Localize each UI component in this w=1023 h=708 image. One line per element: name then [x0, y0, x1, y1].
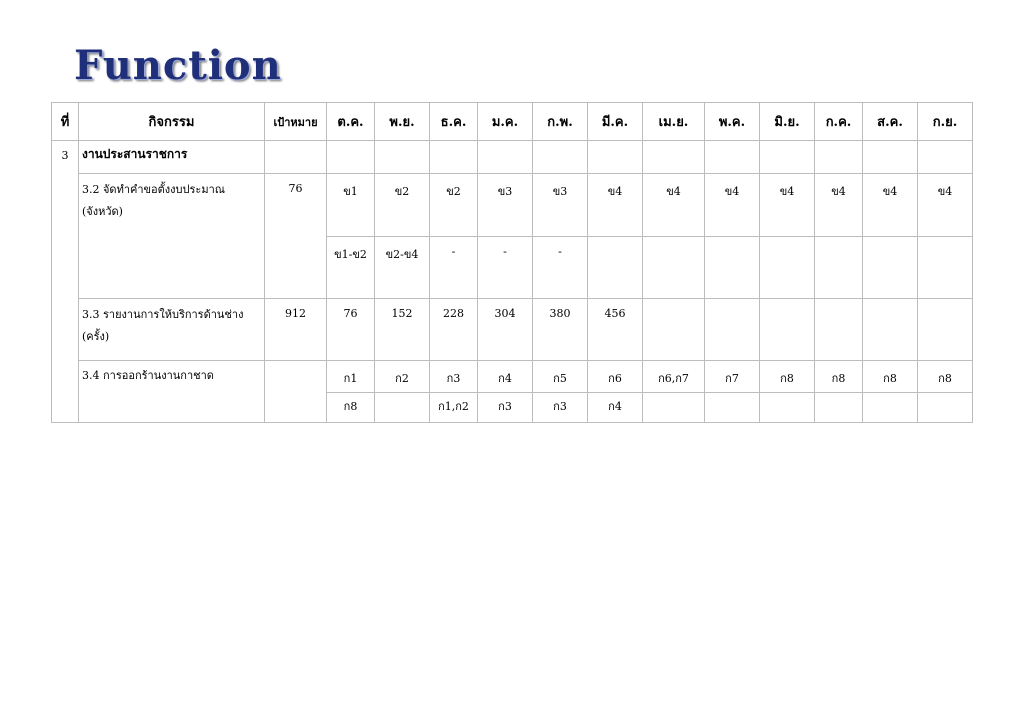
plan-cell — [863, 299, 918, 361]
header-month: มี.ค. — [588, 103, 643, 141]
table-cell — [863, 141, 918, 174]
actual-cell: - — [430, 237, 478, 299]
actual-cell — [588, 237, 643, 299]
table-cell — [265, 141, 327, 174]
table-cell — [918, 141, 973, 174]
actual-cell: - — [478, 237, 533, 299]
plan-cell: ข4 — [705, 174, 760, 237]
actual-cell — [705, 393, 760, 423]
actual-cell: ก8 — [327, 393, 375, 423]
plan-cell: ก2 — [375, 361, 430, 393]
table-row — [52, 174, 973, 237]
plan-cell: ข3 — [533, 174, 588, 237]
plan-cell: 380 — [533, 299, 588, 361]
actual-cell: ก4 — [588, 393, 643, 423]
actual-cell — [760, 393, 815, 423]
header-target: เป้าหมาย — [265, 103, 327, 141]
plan-cell — [760, 299, 815, 361]
header-month: ธ.ค. — [430, 103, 478, 141]
plan-cell: ข4 — [643, 174, 705, 237]
plan-cell: ก7 — [705, 361, 760, 393]
section-row — [52, 141, 973, 174]
plan-cell: ก1 — [327, 361, 375, 393]
plan-cell: 456 — [588, 299, 643, 361]
actual-cell — [705, 237, 760, 299]
actual-cell — [375, 393, 430, 423]
header-month: พ.ย. — [375, 103, 430, 141]
table-cell — [760, 141, 815, 174]
actual-cell — [815, 393, 863, 423]
header-month: ก.พ. — [533, 103, 588, 141]
actual-cell — [815, 237, 863, 299]
actual-cell — [643, 393, 705, 423]
actual-cell — [863, 393, 918, 423]
plan-cell: 304 — [478, 299, 533, 361]
header-month: ก.ค. — [815, 103, 863, 141]
plan-cell: ข4 — [588, 174, 643, 237]
section-number: 3 — [52, 141, 79, 423]
plan-cell: 76 — [327, 299, 375, 361]
plan-cell: ก8 — [760, 361, 815, 393]
plan-cell: 152 — [375, 299, 430, 361]
header-no: ที่ — [52, 103, 79, 141]
actual-cell: ข2-ข4 — [375, 237, 430, 299]
actual-cell — [643, 237, 705, 299]
target-value: 76 — [265, 174, 327, 299]
header-month: ต.ค. — [327, 103, 375, 141]
plan-cell: ก4 — [478, 361, 533, 393]
table-cell — [430, 141, 478, 174]
header-month: ส.ค. — [863, 103, 918, 141]
actual-cell: ก1,ก2 — [430, 393, 478, 423]
section-title: งานประสานราชการ — [79, 141, 265, 174]
plan-cell: ก8 — [918, 361, 973, 393]
plan-cell: ก6 — [588, 361, 643, 393]
plan-cell: ก6,ก7 — [643, 361, 705, 393]
actual-cell — [863, 237, 918, 299]
plan-cell: ข2 — [375, 174, 430, 237]
table-cell — [815, 141, 863, 174]
table-cell — [327, 141, 375, 174]
plan-cell — [918, 299, 973, 361]
plan-cell: ข1 — [327, 174, 375, 237]
table-row — [52, 299, 973, 361]
plan-cell: ข4 — [760, 174, 815, 237]
activity-label: 3.3 รายงานการให้บริการด้านช่าง (ครั้ง) — [79, 299, 265, 361]
activity-plan-table — [51, 102, 973, 423]
plan-cell: ข3 — [478, 174, 533, 237]
table-cell — [533, 141, 588, 174]
plan-cell: ก3 — [430, 361, 478, 393]
table-row — [52, 361, 973, 393]
plan-cell: ข4 — [863, 174, 918, 237]
target-value: 912 — [265, 299, 327, 361]
plan-cell — [815, 299, 863, 361]
table-cell — [643, 141, 705, 174]
actual-cell — [760, 237, 815, 299]
page-title: Function — [74, 42, 282, 89]
actual-cell: ข1-ข2 — [327, 237, 375, 299]
activity-label: 3.2 จัดทำคำขอตั้งงบประมาณ (จังหวัด) — [79, 174, 265, 299]
table-cell — [478, 141, 533, 174]
actual-cell — [918, 237, 973, 299]
header-month: เม.ย. — [643, 103, 705, 141]
header-row — [52, 103, 973, 141]
activity-label: 3.4 การออกร้านงานกาชาด — [79, 361, 265, 423]
plan-cell — [705, 299, 760, 361]
actual-cell — [918, 393, 973, 423]
actual-cell: ก3 — [533, 393, 588, 423]
plan-cell — [643, 299, 705, 361]
plan-cell: ข4 — [815, 174, 863, 237]
table-cell — [375, 141, 430, 174]
header-month: ม.ค. — [478, 103, 533, 141]
table-cell — [705, 141, 760, 174]
header-activity: กิจกรรม — [79, 103, 265, 141]
plan-cell: ก5 — [533, 361, 588, 393]
plan-cell: ข4 — [918, 174, 973, 237]
actual-cell: - — [533, 237, 588, 299]
plan-cell: ข2 — [430, 174, 478, 237]
plan-cell: ก8 — [815, 361, 863, 393]
actual-cell: ก3 — [478, 393, 533, 423]
header-month: พ.ค. — [705, 103, 760, 141]
plan-cell: 228 — [430, 299, 478, 361]
header-month: มิ.ย. — [760, 103, 815, 141]
header-month: ก.ย. — [918, 103, 973, 141]
table-cell — [588, 141, 643, 174]
plan-cell: ก8 — [863, 361, 918, 393]
target-value — [265, 361, 327, 423]
